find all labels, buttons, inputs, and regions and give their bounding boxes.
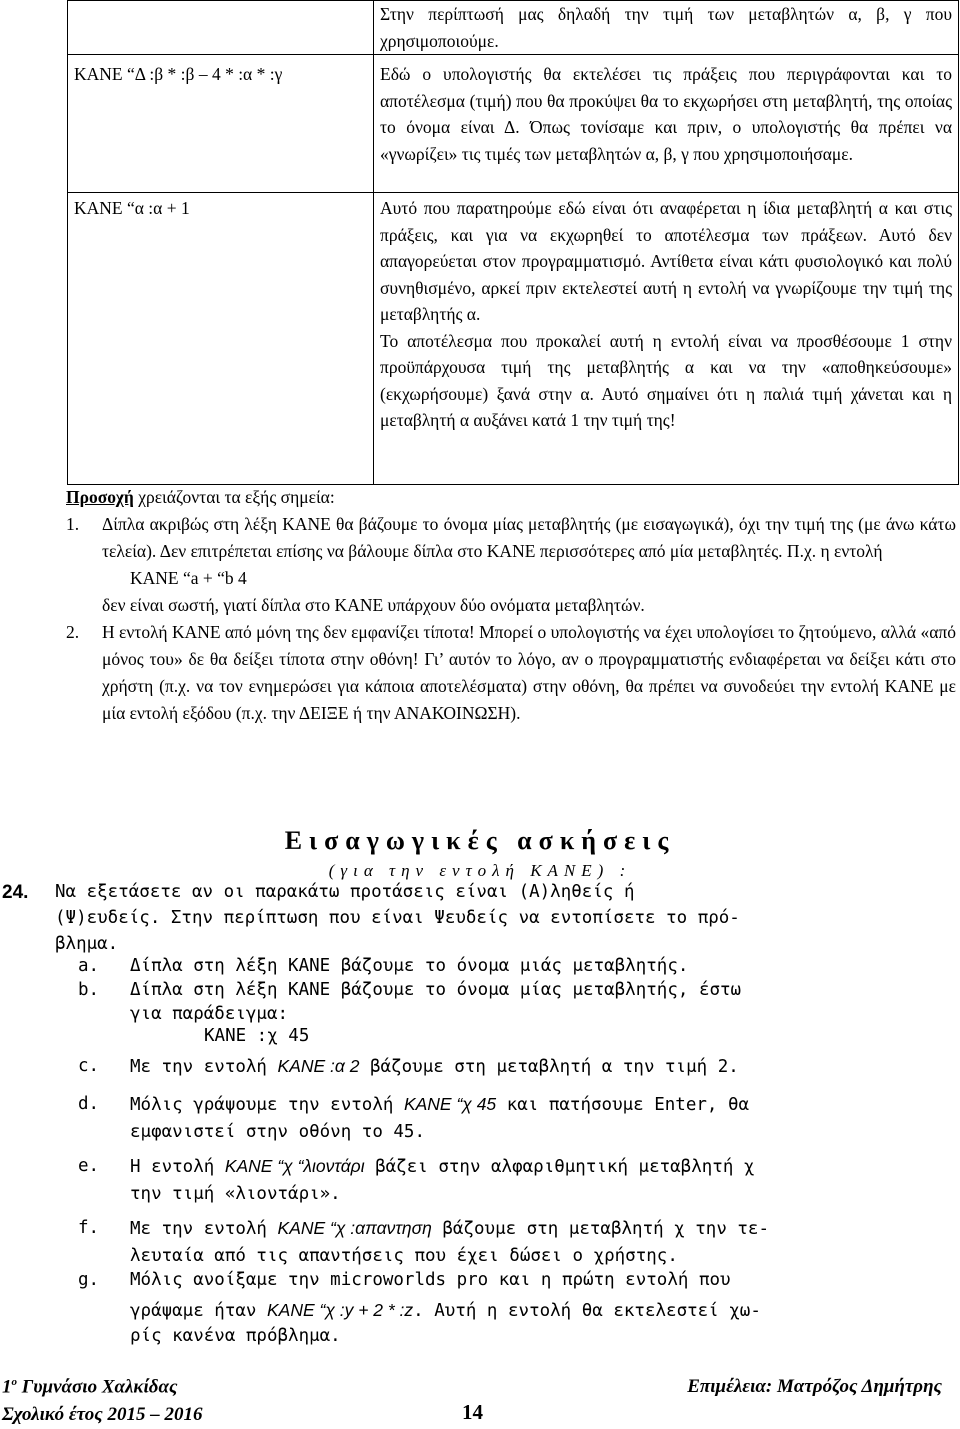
table-row — [68, 193, 959, 485]
exercise-number: 24. — [2, 882, 29, 903]
row-paragraph: Το αποτέλεσμα που προκαλεί αυτή η εντολή είναι να προσθέσουμε 1 στην προϋπάρχουσα τιμή της μεταβλητής α και να την «αποθηκεύσουμε» (εκχωρήσουμε) ξανά στην α. Αυτό σημαίνει ότι η παλιά τιμή χάνεται και η μεταβλητή α αυξάνει κατά 1 την τιμή της! — [380, 330, 952, 430]
item-label: b. — [78, 980, 100, 1000]
item-text: για παράδειγμα: — [130, 1004, 289, 1024]
item-text — [130, 1094, 749, 1115]
item-text: Δίπλα στη λέξη ΚΑΝΕ βάζουμε το όνομα μιάς μεταβλητής. — [130, 956, 689, 976]
item-label: e. — [78, 1156, 100, 1176]
exercises-subtitle: (για την εντολή ΚΑΝΕ) : — [328, 861, 632, 880]
exercise-intro: Να εξετάσετε αν οι παρακάτω προτάσεις είναι (Α)ληθείς ή — [55, 882, 635, 902]
item-text-part: βάζουμε στη μεταβλητή χ την τε- — [431, 1219, 770, 1239]
table-cell-text: Στην περίπτωσή μας δηλαδή την τιμή των μεταβλητών α, β, γ που χρησιμοποιούμε. — [374, 1, 959, 55]
footer-school — [2, 1376, 178, 1398]
row-paragraph: Αυτό που παρατηρούμε εδώ είναι ότι αναφέρεται η ίδια μεταβλητή α και στις πράξεις, και για να εκχωρηθεί το αποτέλεσμα των πράξεων. Αυτό δεν απαγορεύεται στον προγραμματισμό. Αντίθετα είναι κάτι φυσιολογικό και πολύ συνηθισμένο, αρκεί πριν εκτελεστεί αυτή η εντολή να γνωρίζουμε την τιμή της μεταβλητής α. — [380, 198, 952, 324]
list-number: 2. — [66, 622, 80, 642]
item-text-part: Με την εντολή — [130, 1057, 278, 1077]
list-item-text: Η εντολή ΚΑΝΕ από μόνη της δεν εμφανίζει τίποτα! Μπορεί ο υπολογιστής να έχει υπολογίσει το ζητούμενο, αλλά «από μόνος του» δε θα δείξει τίποτα στην οθόνη! Γι’ αυτόν το λόγο, αν ο προγραμματιστής ενδιαφέρεται να δείξει κάτι στο χρήστη (π.χ. να τον ενημερώσει για κάποια αποτελέσματα) στην οθόνη, θα πρέπει να συνοδεύει την εντολή ΚΑΝΕ με μία εντολή εξόδου (π.χ. την ΔΕΙΞΕ ή την ΑΝΑΚΟΙΝΩΣΗ). — [102, 622, 956, 723]
item-code: ΚΑΝΕ :χ 45 — [204, 1026, 310, 1046]
item-label: c. — [78, 1056, 100, 1076]
list-item — [66, 619, 956, 727]
item-text-part: βάζουμε στη μεταβλητή α την τιμή 2. — [359, 1057, 739, 1077]
item-label: f. — [78, 1218, 100, 1238]
item-text-part: και πατήσουμε Enter, θα — [496, 1095, 750, 1115]
item-code: ΚΑΝΕ “χ :απαντηση — [277, 1218, 432, 1238]
item-text — [130, 1218, 769, 1239]
item-text — [130, 1056, 739, 1077]
command-table — [67, 0, 959, 485]
item-text: ρίς κανένα πρόβλημα. — [130, 1326, 341, 1346]
item-text-part: Η εντολή — [130, 1157, 225, 1177]
list-item-text: Δίπλα ακριβώς στη λέξη ΚΑΝΕ θα βάζουμε το όνομα μίας μεταβλητής (με εισαγωγικά), όχι την τιμή της (με άνω κάτω τελεία). Δεν επιτρέπεται επίσης να βάλουμε δίπλα στο ΚΑΝΕ περισσότερες από μία μεταβλητές. Π.χ. η εντολή — [102, 514, 956, 561]
item-text-part: βάζει στην αλφαριθμητική μεταβλητή χ — [364, 1157, 755, 1177]
item-text: λευταία από τις απαντήσεις που έχει δώσει ο χρήστης. — [130, 1246, 678, 1266]
item-code: ΚΑΝΕ :α 2 — [277, 1056, 360, 1076]
item-label: g. — [78, 1270, 100, 1290]
item-text-part: . Αυτή η εντολή θα εκτελεστεί χω- — [413, 1301, 761, 1321]
footer-year: Σχολικό έτος 2015 – 2016 — [2, 1404, 203, 1425]
page-number: 14 — [462, 1400, 483, 1424]
table-row — [68, 55, 959, 193]
table-cell-text — [374, 193, 959, 485]
table-cell-text: Εδώ ο υπολογιστής θα εκτελέσει τις πράξεις που περιγράφονται και το αποτέλεσμα (τιμή) που θα προκύψει θα το εκχωρήσει στη μεταβλητή, της οποίας το όνομα είναι Δ. Όπως τονίσαμε και πριν, ο υπολογιστής θα πρέπει να «γνωρίζει» τις τιμές των μεταβλητών α, β, γ που χρησιμοποιήσαμε. — [374, 55, 959, 193]
exercises-title: Εισαγωγικές ασκήσεις — [284, 826, 676, 855]
table-cell-code: ΚΑΝΕ “Δ :β * :β – 4 * :α * :γ — [68, 55, 374, 193]
item-code: ΚΑΝΕ “χ “λιοντάρι — [224, 1156, 365, 1176]
table-cell-code — [68, 1, 374, 55]
item-text-part: γράψαμε ήταν — [130, 1301, 267, 1321]
item-text: Μόλις ανοίξαμε την microworlds pro και η πρώτη εντολή που — [130, 1270, 731, 1290]
attention-word: Προσοχή — [66, 487, 134, 507]
footer-school-name: Γυμνάσιο Χαλκίδας — [17, 1376, 178, 1398]
item-text — [130, 1156, 754, 1177]
item-text: Δίπλα στη λέξη ΚΑΝΕ βάζουμε το όνομα μίας μεταβλητής, έστω — [130, 980, 742, 1000]
item-text-part: Με την εντολή — [130, 1219, 278, 1239]
footer-school-num: 1 — [2, 1376, 12, 1398]
item-label: a. — [78, 956, 100, 976]
attention-heading-rest: χρειάζονται τα εξής σημεία: — [133, 487, 335, 507]
list-item-after: δεν είναι σωστή, γιατί δίπλα στο ΚΑΝΕ υπάρχουν δύο ονόματα μεταβλητών. — [102, 595, 645, 615]
list-item — [66, 511, 956, 619]
exercise-intro: βλημα. — [55, 934, 119, 954]
footer-editor: Επιμέλεια: Ματρόζος Δημήτρης — [687, 1376, 942, 1397]
attention-section — [66, 484, 956, 727]
item-text: την τιμή «λιοντάρι». — [130, 1184, 341, 1204]
example-command: ΚΑΝΕ “a + “b 4 — [130, 568, 247, 588]
item-code: ΚΑΝΕ “χ 45 — [403, 1094, 497, 1114]
footer-school-sup: ο — [11, 1376, 17, 1388]
list-number: 1. — [66, 514, 80, 534]
item-text: εμφανιστεί στην οθόνη το 45. — [130, 1122, 426, 1142]
exercise-intro: (Ψ)ευδείς. Στην περίπτωση που είναι Ψευδείς να εντοπίσετε το πρό- — [55, 908, 740, 928]
item-label: d. — [78, 1094, 100, 1114]
item-code: ΚΑΝΕ “χ :y + 2 * :z — [266, 1300, 414, 1320]
attention-heading — [66, 484, 956, 511]
item-text — [130, 1300, 761, 1321]
table-cell-code: ΚΑΝΕ “α :α + 1 — [68, 193, 374, 485]
item-text-part: Μόλις γράψουμε την εντολή — [130, 1095, 404, 1115]
table-row — [68, 1, 959, 55]
